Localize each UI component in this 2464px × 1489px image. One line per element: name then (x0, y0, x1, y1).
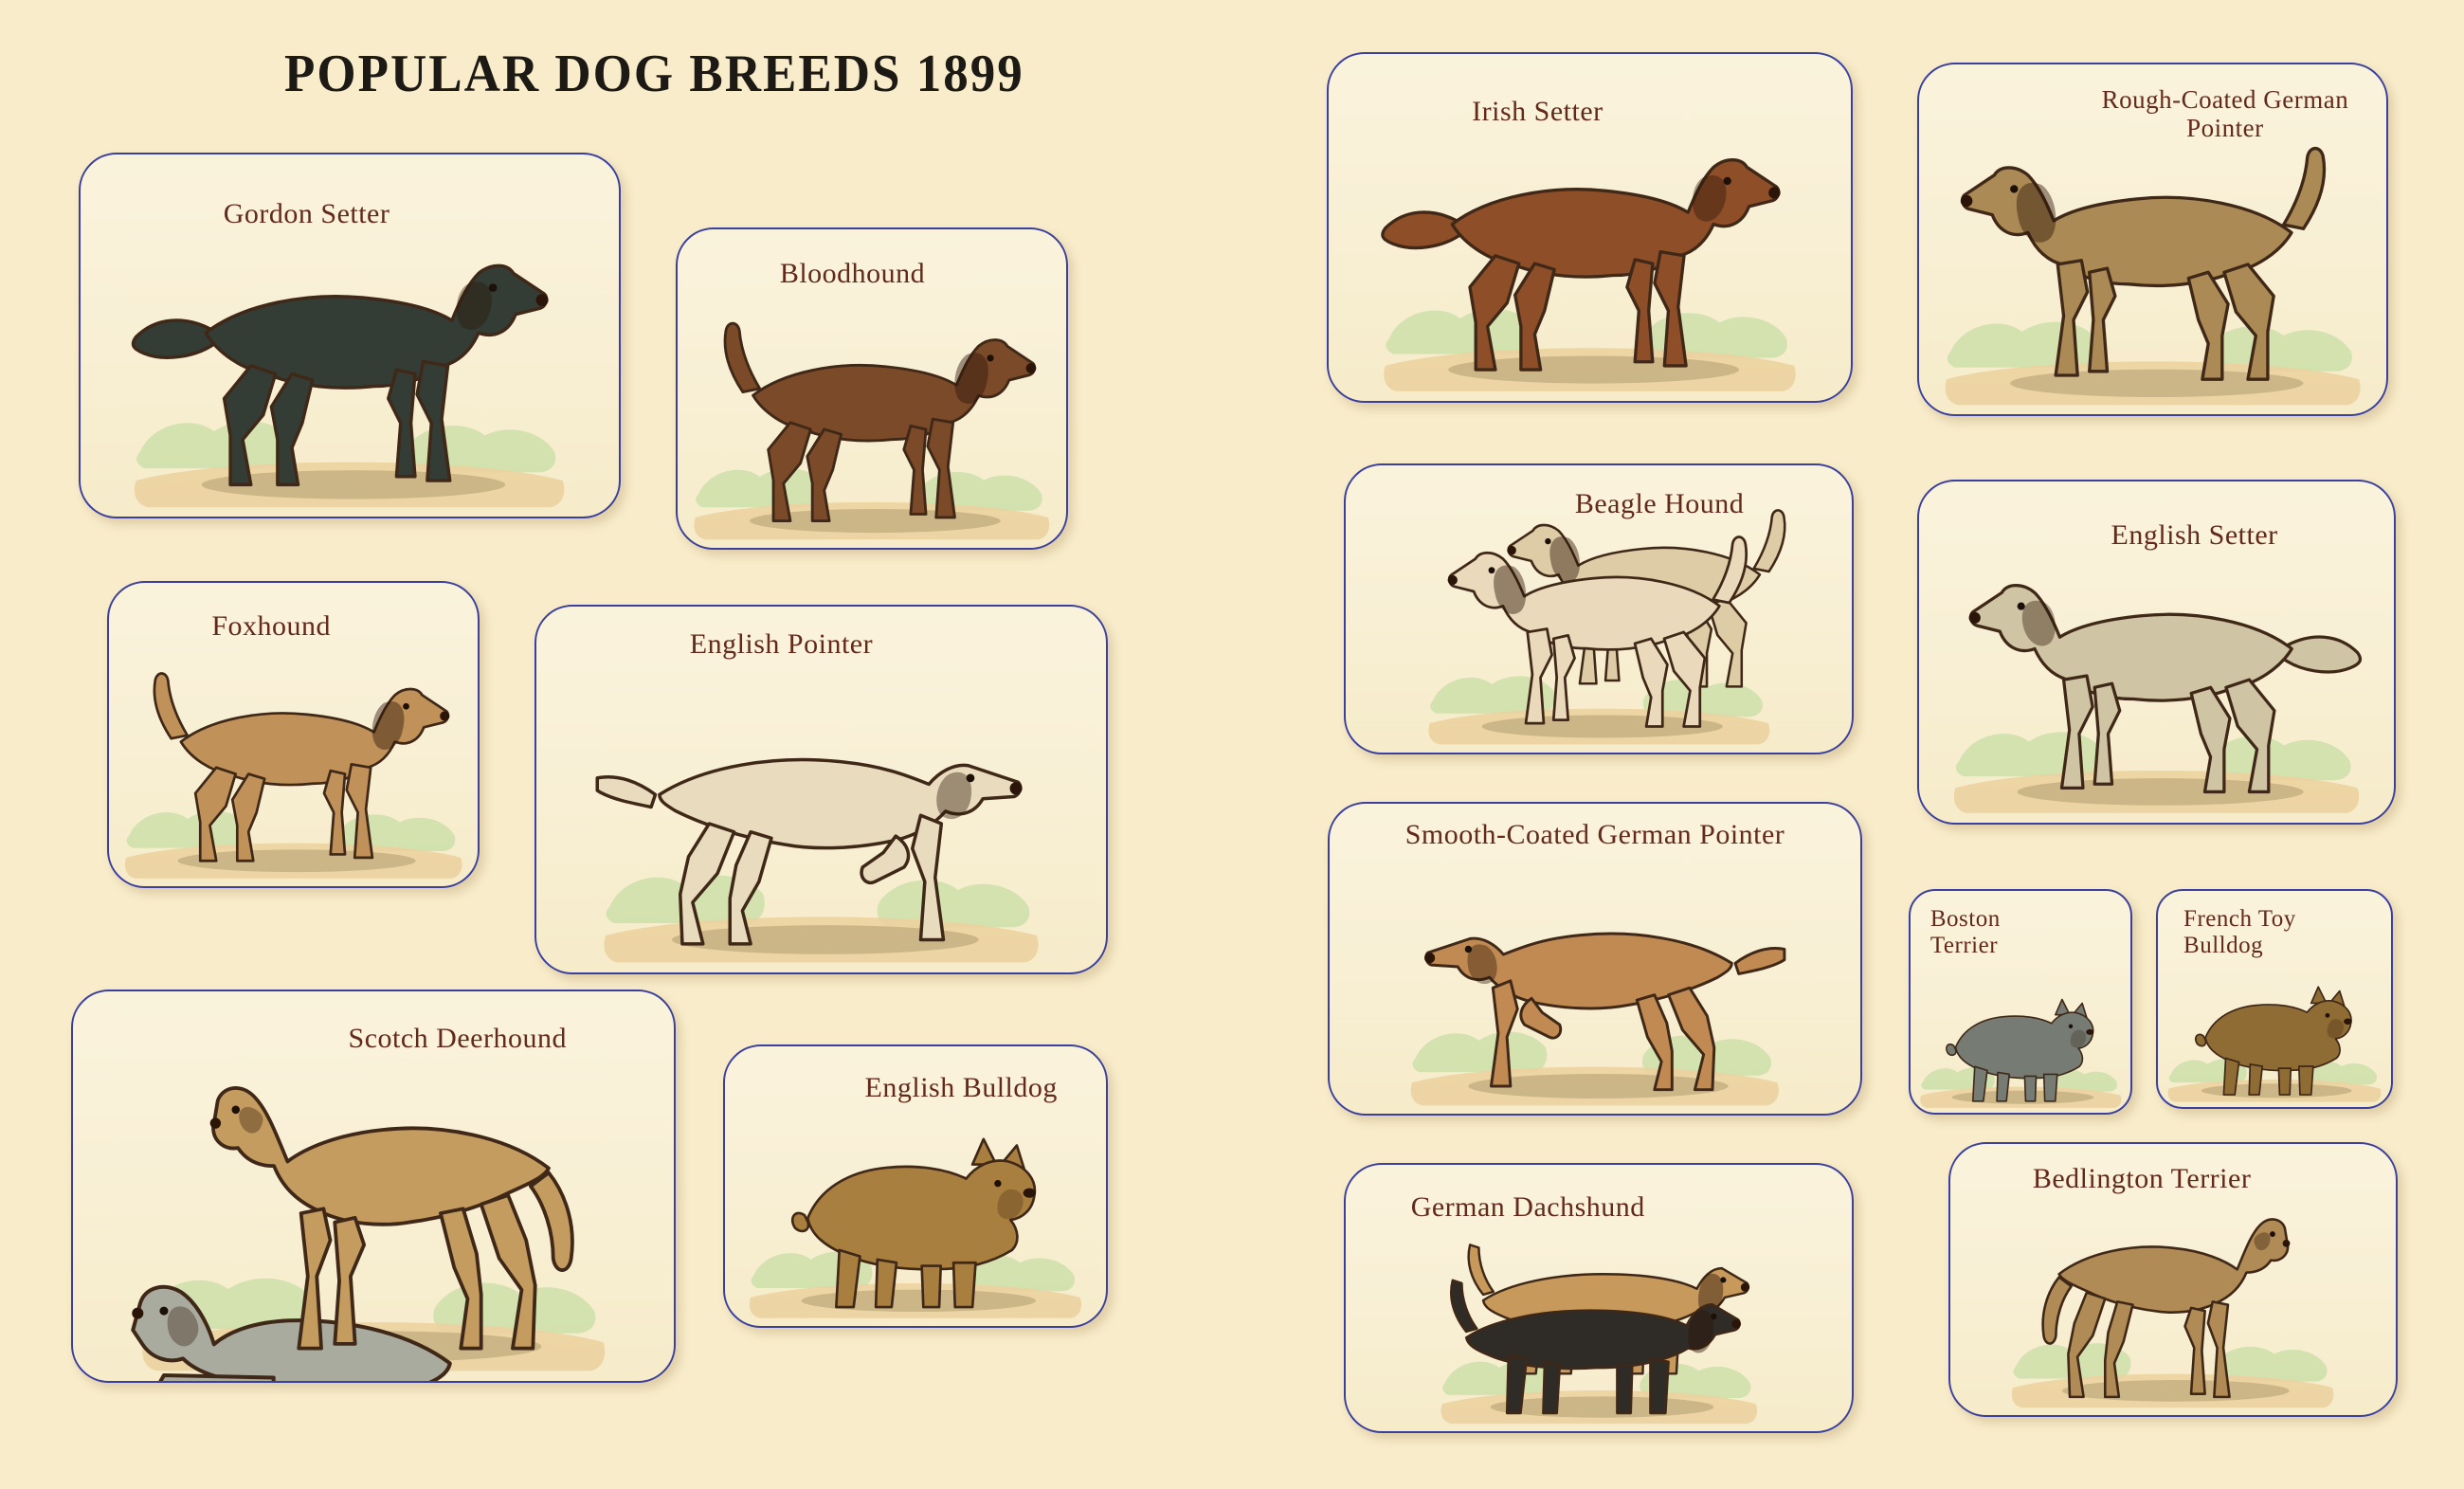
breed-card-bedlington-terrier (1948, 1142, 2398, 1417)
breed-label: Gordon Setter (223, 197, 390, 229)
breed-label: Irish Setter (1472, 95, 1603, 127)
breed-card-gordon-setter (79, 153, 621, 518)
scenery-art (1428, 677, 1769, 745)
rough-coated-german-pointer-illustration (1929, 114, 2377, 411)
breed-label: Boston Terrier (1930, 906, 2001, 959)
breed-card-english-pointer (534, 605, 1108, 974)
german-dachshund-illustration (1356, 1202, 1842, 1428)
bedlington-terrier-illustration (1959, 1182, 2386, 1412)
breed-label: Foxhound (211, 609, 331, 642)
english-bulldog-illustration (733, 1085, 1098, 1323)
breed-card-german-dachshund (1344, 1163, 1854, 1433)
breed-card-bloodhound (676, 227, 1068, 550)
breed-label: French Toy Bulldog (2183, 905, 2296, 958)
breed-card-english-bulldog (723, 1044, 1108, 1328)
irish-setter-illustration (1339, 102, 1840, 397)
scenery-art (695, 468, 1050, 539)
breed-label: Smooth-Coated German Pointer (1404, 819, 1785, 851)
scenery-art (1440, 1361, 1757, 1425)
breed-label: Rough-Coated German Pointer (2101, 85, 2349, 143)
scenery-art (604, 876, 1038, 963)
scotch-deerhound-illustration (85, 1046, 662, 1377)
page-title: POPULAR DOG BREEDS 1899 (284, 45, 1024, 103)
breed-card-rough-coated-german-pointer (1917, 63, 2388, 416)
breed-card-scotch-deerhound (71, 990, 676, 1383)
breed-label: English Setter (2111, 518, 2278, 551)
breed-card-french-toy-bulldog (2156, 889, 2393, 1109)
scenery-art (1384, 309, 1795, 391)
english-pointer-illustration (548, 658, 1095, 969)
breed-label: German Dachshund (1410, 1191, 1645, 1224)
smooth-coated-german-pointer-illustration (1340, 847, 1850, 1111)
scenery-art (1411, 1031, 1779, 1105)
breed-label: Bloodhound (779, 258, 926, 290)
breed-card-boston-terrier (1909, 889, 2132, 1115)
breed-card-irish-setter (1327, 52, 1853, 403)
breed-card-foxhound (107, 581, 480, 888)
breed-label: English Bulldog (864, 1071, 1058, 1103)
bloodhound-illustration (685, 274, 1059, 545)
scenery-art (1954, 733, 2359, 814)
english-setter-illustration (1929, 529, 2384, 819)
gordon-setter-illustration (91, 206, 607, 514)
scenery-art (125, 811, 462, 879)
scenery-art (135, 421, 564, 507)
breed-card-beagle-hound (1344, 463, 1854, 754)
scenery-art (1945, 321, 2360, 405)
beagle-hound-illustration (1356, 505, 1842, 750)
breed-card-english-setter (1917, 480, 2396, 825)
foxhound-illustration (117, 626, 470, 883)
breed-card-smooth-coated-german-pointer (1328, 802, 1862, 1116)
breed-label: Bedlington Terrier (2032, 1163, 2252, 1195)
breed-label: Scotch Deerhound (348, 1022, 567, 1054)
scenery-art (2012, 1343, 2334, 1407)
breed-label: English Pointer (689, 628, 874, 661)
breed-label: Beagle Hound (1574, 488, 1745, 520)
